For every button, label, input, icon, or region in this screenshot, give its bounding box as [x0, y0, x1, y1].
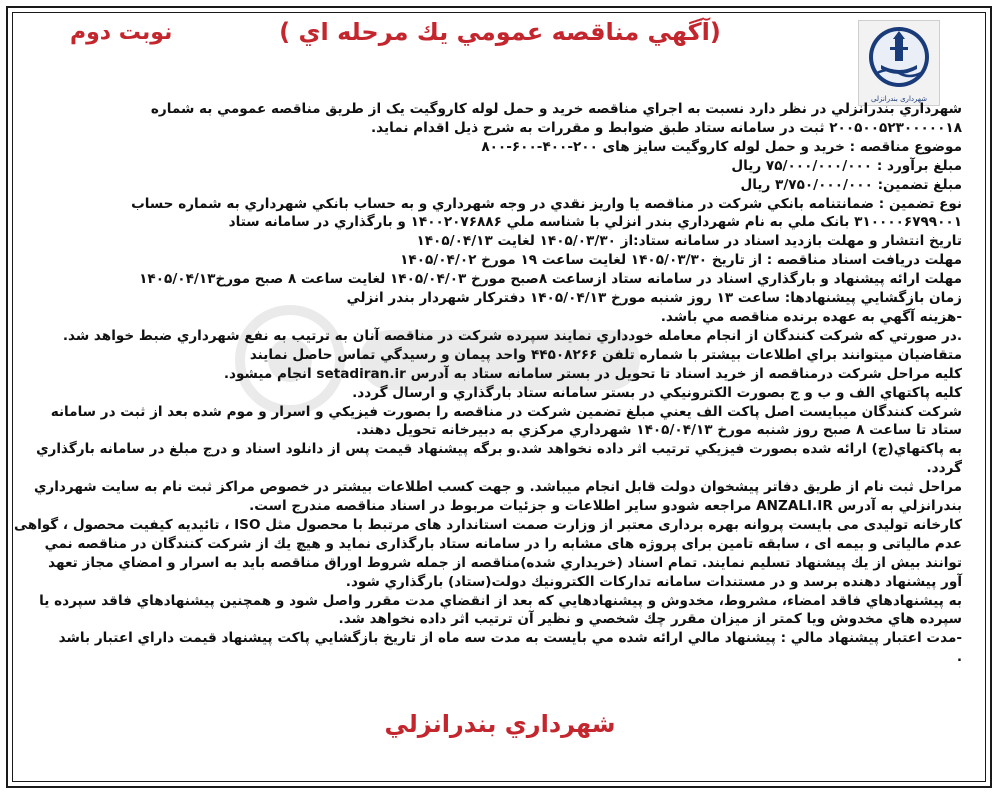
- body-line: سپرده هاي مخدوش ويا كمتر از ميزان مقرر چك شخصي و نظير آن ترتيب اثر داده نخواهد شد.: [338, 611, 962, 628]
- body-line: عدم مالياتی و بيمه ای ، سابقه تامين برای پروژه های مشابه را در سامانه ستاد بارگذاری نمايد و هيچ يك از شركت كنندگان در مناقصه نمي: [44, 535, 962, 552]
- municipality-logo: [858, 20, 940, 106]
- body-line: موضوع مناقصه : خريد و حمل لوله كاروگيت سايز های ۲۰۰-۴۰۰-۶۰۰-۸۰۰: [481, 138, 962, 155]
- body-line: مبلغ برآورد : ۷۵/۰۰۰/۰۰۰/۰۰۰ ريال: [731, 157, 962, 174]
- body-line: كارخانه توليدی می بايست پروانه بهره برداری معتبر از وزارت صمت استاندارد های مرتبط با محصول مثل ISO ، تائيديه كيفيت محصول ، گواهی: [13, 516, 962, 533]
- body-line: به پيشنهادهاي فاقد امضاء، مشروط، مخدوش و پيشنهادهايي كه بعد از انقضاي مدت مقرر واصل شود و همچنين پيشنهادهاي فاقد سپرده يا: [39, 592, 962, 609]
- body-line: كليه مراحل شركت درمناقصه از خريد اسناد تا تحويل در بستر سامانه ستاد به آدرس setadiran.ir انجام ميشود.: [223, 365, 962, 382]
- issuer-signature: شهرداري بندرانزلي: [384, 710, 616, 738]
- body-line: نوع تضمين : ضمانتنامه بانكي شركت در مناقصه يا واريز نقدي در وجه شهرداري و به حساب بانكي شهرداري به شماره حساب: [131, 195, 962, 212]
- body-line: شهرداري بندرانزلي در نظر دارد نسبت به اجراي مناقصه خريد و حمل لوله كاروگيت يک از طريق مناقصه عمومي به شماره: [150, 101, 962, 117]
- body-line: كليه پاكتهاي الف و ب و ج بصورت الكترونيكي در بستر سامانه ستاد بارگذاري و ارسال گردد.: [352, 384, 962, 401]
- body-line: مراحل ثبت نام از طريق دفاتر پيشخوان دولت قابل انجام ميباشد. و جهت كسب اطلاعات بيشتر در خصوص مراكز ثبت نام به سايت شهرداري: [33, 479, 962, 496]
- body-line: مهلت دريافت اسناد مناقصه : از تاريخ ۱۴۰۵/۰۳/۳۰ لغايت ساعت ۱۹ مورخ ۱۴۰۵/۰۴/۰۲: [400, 252, 962, 269]
- publication-round-label: نوبت دوم: [70, 20, 173, 45]
- body-line: تاريخ انتشار و مهلت بازديد اسناد در سامانه ستاد:از ۱۴۰۵/۰۳/۳۰ لغايت ۱۴۰۵/۰۴/۱۳: [416, 233, 962, 250]
- body-line: ستاد تا ساعت ۸ صبح روز شنبه مورخ ۱۴۰۵/۰۴/۱۳ شهرداري مركزي به دبيرخانه تحويل دهند.: [356, 422, 962, 439]
- tender-title: (آگهي مناقصه عمومي يك مرحله اي ): [279, 18, 721, 46]
- body-line: توانند بيش از يك پيشنهاد تسليم نمايند. تمام اسناد (خريداري شده)مناقصه از جمله شروط اوراق مناقصه بايد به اسرار و امضاي مجاز تعهد: [48, 554, 962, 571]
- body-line: به پاكتهاي(ج) ارائه شده بصورت فيزيكي ترتيب اثر داده نخواهد شد.و برگه پيشنهاد قيمت پس از دانلود اسناد و درج مبلغ در سامانه بارگذاري: [36, 441, 962, 458]
- body-line: مبلغ تضمين: ۳/۷۵۰/۰۰۰/۰۰۰ ريال: [740, 176, 962, 193]
- logo-caption: شهرداری بندرانزلی: [871, 95, 927, 103]
- tender-body: [13, 100, 962, 712]
- body-line: متقاضيان ميتوانند براي اطلاعات بيشتر با شماره تلفن ۴۴۵۰۸۲۶۶ واحد پيمان و رسيدگي تماس حاصل نمايند: [249, 346, 962, 363]
- body-line: بندرانزلي به آدرس ANZALI.IR مراجعه شودو ساير اطلاعات و جزئيات مربوط در اسناد مناقصه مندرج است.: [249, 498, 962, 515]
- body-line: ۲۰۰۵۰۰۵۲۳۰۰۰۰۰۱۸ ثبت در سامانه ستاد طبق ضوابط و مقررات به شرح ذيل اقدام نمايد.: [371, 119, 962, 136]
- body-line: زمان بازگشايي پيشنهادها: ساعت ۱۳ روز شنبه مورخ ۱۴۰۵/۰۴/۱۳ دفتركار شهردار بندر انزلي: [346, 290, 962, 307]
- body-line: ۳۱۰۰۰۰۶۷۹۹۰۰۱ بانک ملي به نام شهرداري بندر انزلي با شناسه ملي ۱۴۰۰۲۰۷۶۸۸۶ و بارگذاري در سامانه ستاد: [228, 214, 962, 231]
- body-line: مهلت ارائه پيشنهاد و بارگذاري اسناد در سامانه ستاد ازساعت ۸صبح مورخ ۱۴۰۵/۰۴/۰۳ لغايت ساعت ۸ صبح مورخ۱۴۰۵/۰۴/۱۳: [139, 271, 962, 288]
- body-line: -هزينه آگهي به عهده برنده مناقصه مي باشد.: [660, 308, 962, 325]
- body-line: آور پيشنهاد دهنده برسد و در مستندات سامانه تداركات الكترونيك دولت(ستاد) بارگذاري شود.: [345, 573, 962, 590]
- body-line: گردد.: [926, 460, 962, 477]
- body-line: .: [956, 649, 962, 666]
- port-authority-emblem-icon: [859, 21, 939, 93]
- body-line: -مدت اعتبار پيشنهاد مالي : پيشنهاد مالي ارائه شده مي بايست به مدت سه ماه از تاريخ بازگشايي پاكت پيشنهاد قيمت داراي اعتبار باشد: [58, 630, 962, 647]
- body-line: شركت كنندگان ميبايست اصل پاكت الف يعني مبلغ تضمين شركت در مناقصه را بصورت فيزيكي و اسرار و موم شده بعد از ثبت در سامانه: [50, 403, 962, 420]
- body-line: .در صورتي كه شركت كنندگان از انجام معامله خودداري نمايند سپرده شركت در مناقصه آنان به ترتيب به نفع شهرداري ضبط خواهد شد.: [62, 327, 962, 344]
